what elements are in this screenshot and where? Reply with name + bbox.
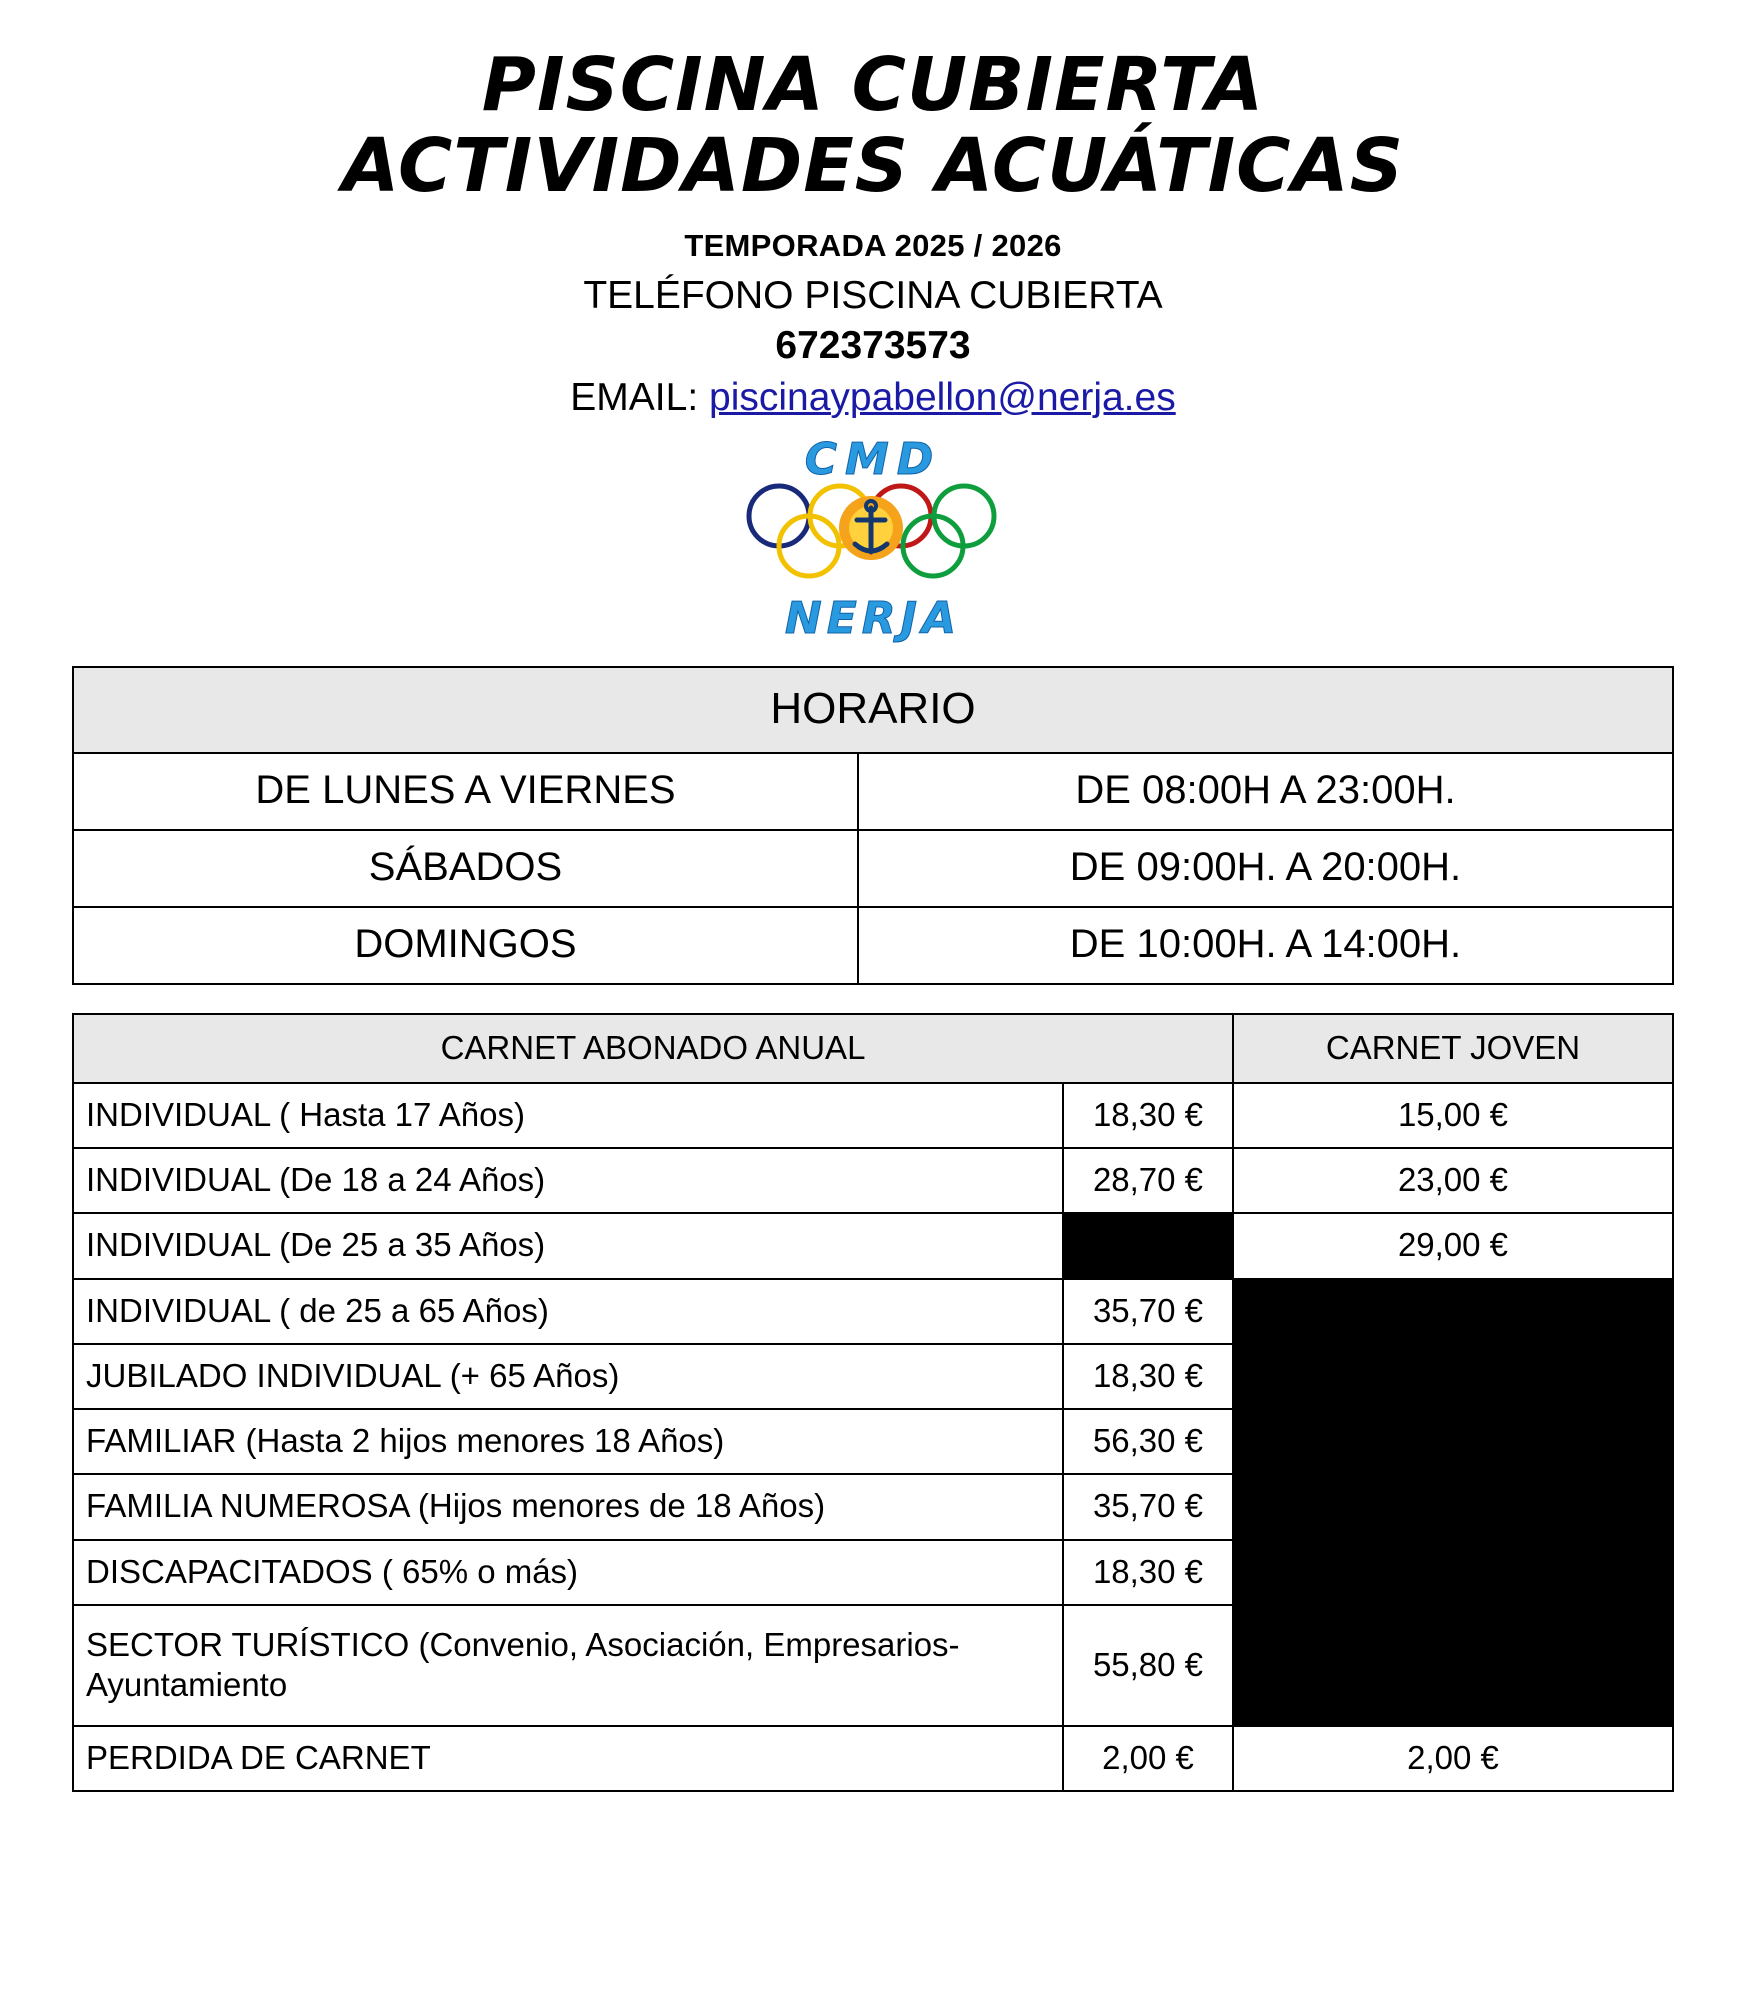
table-row [73,1213,1673,1278]
fees-header-anual: CARNET ABONADO ANUAL [73,1014,1233,1083]
table-row-header [73,1014,1673,1083]
fee-price-joven: 29,00 € [1233,1213,1673,1278]
fee-price-joven: 15,00 € [1233,1083,1673,1148]
table-row [73,1344,1673,1409]
phone-label: TELÉFONO PISCINA CUBIERTA [583,273,1163,317]
fee-price-joven-blocked [1233,1409,1673,1474]
table-row-header [73,667,1673,753]
fee-concept: FAMILIAR (Hasta 2 hijos menores 18 Años) [73,1409,1063,1474]
olympic-rings-icon [745,482,1001,582]
fee-concept: SECTOR TURÍSTICO (Convenio, Asociación, Empresarios- Ayuntamiento [73,1605,1063,1726]
schedule-hours: DE 09:00H. A 20:00H. [858,830,1673,907]
document-header [0,0,1746,420]
fee-price-anual: 18,30 € [1063,1540,1233,1605]
table-row [73,1148,1673,1213]
page-title-line1: PISCINA CUBIERTA [481,42,1265,128]
schedule-day: DOMINGOS [73,907,858,984]
email-link[interactable]: piscinaypabellon@nerja.es [709,375,1176,419]
table-row [73,1083,1673,1148]
fee-concept: INDIVIDUAL ( Hasta 17 Años) [73,1083,1063,1148]
schedule-hours: DE 08:00H A 23:00H. [858,753,1673,830]
logo-container [0,434,1746,644]
table-row [73,753,1673,830]
fee-price-anual-blocked [1063,1213,1233,1278]
fee-price-joven-blocked [1233,1605,1673,1726]
season-label: TEMPORADA 2025 / 2026 [684,227,1062,263]
page-title-line2: ACTIVIDADES ACUÁTICAS [342,122,1404,209]
schedule-table [72,666,1674,985]
table-row [73,907,1673,984]
sun-anchor-emblem [839,496,903,560]
fee-price-anual: 55,80 € [1063,1605,1233,1726]
table-row [73,1409,1673,1474]
fee-concept: INDIVIDUAL ( de 25 a 65 Años) [73,1279,1063,1344]
fee-price-anual: 2,00 € [1063,1726,1233,1791]
table-row [73,1726,1673,1791]
fees-header-joven: CARNET JOVEN [1233,1014,1673,1083]
fee-price-joven-blocked [1233,1540,1673,1605]
schedule-day: DE LUNES A VIERNES [73,753,858,830]
fee-price-anual: 35,70 € [1063,1474,1233,1539]
table-row [73,830,1673,907]
logo-top-text: CMD [804,433,942,485]
fee-concept: INDIVIDUAL (De 25 a 35 Años) [73,1213,1063,1278]
fee-price-anual: 28,70 € [1063,1148,1233,1213]
fees-table [72,1013,1674,1792]
fee-price-anual: 35,70 € [1063,1279,1233,1344]
fee-price-joven-blocked [1233,1344,1673,1409]
fee-price-anual: 18,30 € [1063,1344,1233,1409]
phone-number: 672373573 [775,323,971,367]
fee-price-joven: 23,00 € [1233,1148,1673,1213]
cmd-nerja-logo [743,434,1003,644]
email-label: EMAIL: [570,375,699,419]
fee-price-joven-blocked [1233,1474,1673,1539]
table-row [73,1474,1673,1539]
table-row [73,1605,1673,1726]
fee-concept: JUBILADO INDIVIDUAL (+ 65 Años) [73,1344,1063,1409]
table-row [73,1279,1673,1344]
fee-price-joven: 2,00 € [1233,1726,1673,1791]
fee-concept: DISCAPACITADOS ( 65% o más) [73,1540,1063,1605]
fee-concept: PERDIDA DE CARNET [73,1726,1063,1791]
table-row [73,1540,1673,1605]
fee-price-anual: 56,30 € [1063,1409,1233,1474]
schedule-hours: DE 10:00H. A 14:00H. [858,907,1673,984]
fee-price-anual: 18,30 € [1063,1083,1233,1148]
logo-bottom-text: NERJA [784,592,962,644]
fee-concept: FAMILIA NUMEROSA (Hijos menores de 18 Años) [73,1474,1063,1539]
fee-concept: INDIVIDUAL (De 18 a 24 Años) [73,1148,1063,1213]
fee-price-joven-blocked [1233,1279,1673,1344]
email-row [0,376,1746,420]
schedule-day: SÁBADOS [73,830,858,907]
schedule-title: HORARIO [73,667,1673,753]
